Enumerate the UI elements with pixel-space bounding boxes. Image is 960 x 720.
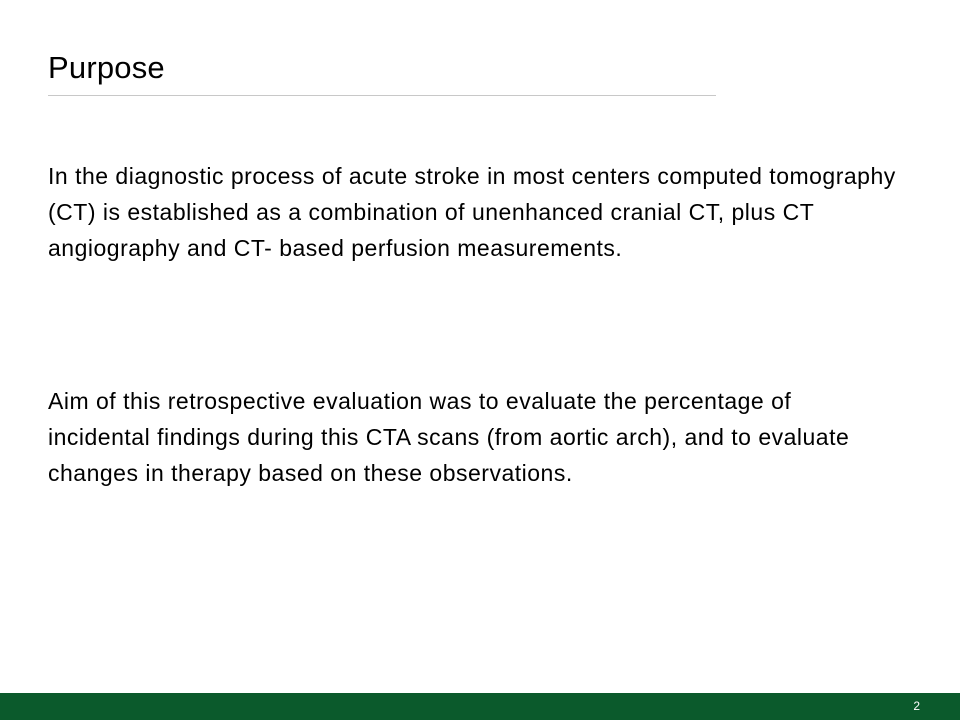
body-paragraph-aim: Aim of this retrospective evaluation was to evaluate the percentage of incidental findings during this CTA scans (from aortic arch), and to evaluate changes in therapy based on these observations. xyxy=(48,388,850,486)
title-divider xyxy=(48,95,716,96)
slide-title: Purpose xyxy=(48,50,165,85)
page-number: 2 xyxy=(913,699,920,713)
body-paragraph-diagnostic-process: In the diagnostic process of acute stroke in most centers computed tomography (CT) is established as a combination of unenhanced cranial CT, plus CT angiography and CT- based perfusion measurements. xyxy=(48,163,896,261)
footer-bar xyxy=(0,693,960,720)
